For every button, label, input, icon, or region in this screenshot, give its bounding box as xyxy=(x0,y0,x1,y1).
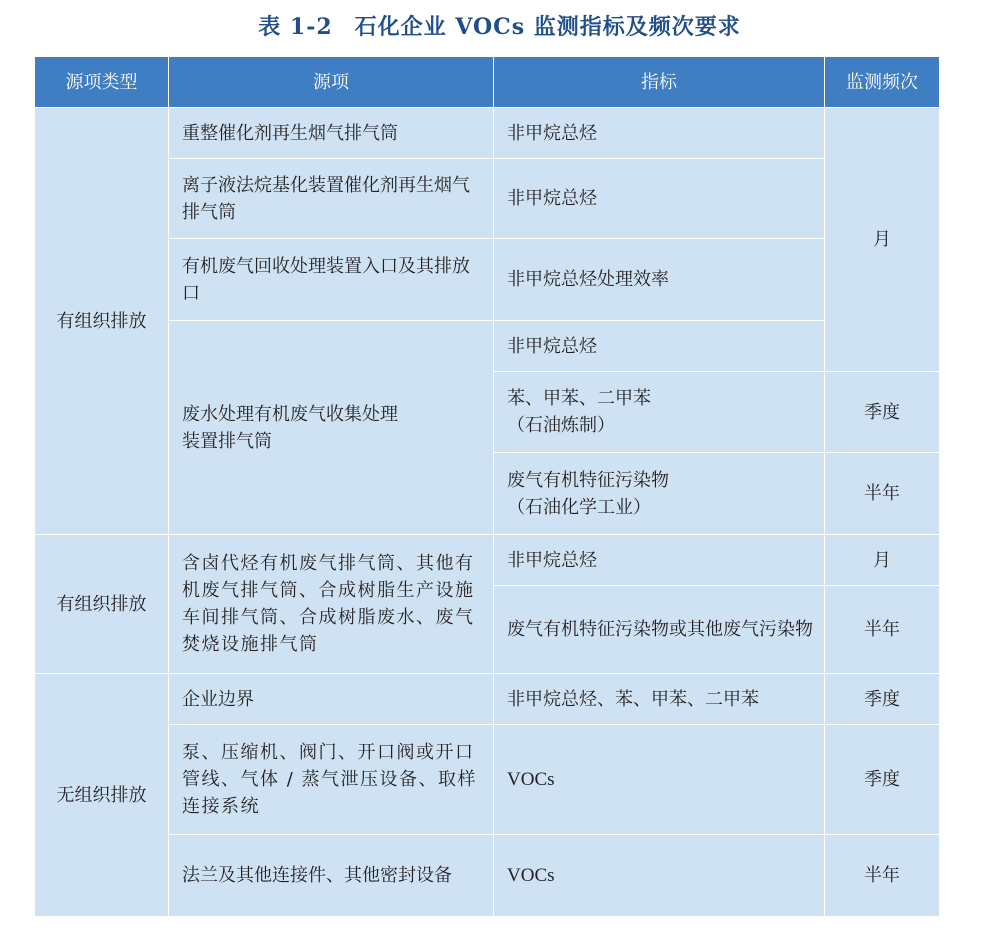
source-cell: 法兰及其他连接件、其他密封设备 xyxy=(169,835,494,917)
monitoring-table xyxy=(34,56,940,917)
frequency-cell: 半年 xyxy=(825,453,940,535)
indicator-cell: 非甲烷总烃、苯、甲苯、二甲苯 xyxy=(494,674,825,725)
table-caption xyxy=(0,10,999,41)
header-source: 源项 xyxy=(169,57,494,108)
indicator-cell: 非甲烷总烃处理效率 xyxy=(494,239,825,321)
source-type-cell: 有组织排放 xyxy=(35,535,169,674)
indicator-cell: 非甲烷总烃 xyxy=(494,108,825,159)
indicator-cell: 废气有机特征污染物或其他废气污染物 xyxy=(494,586,825,674)
table-row xyxy=(35,108,940,159)
source-cell: 泵、压缩机、阀门、开口阀或开口管线、气体 / 蒸气泄压设备、取样连接系统 xyxy=(169,725,494,835)
indicator-cell: 非甲烷总烃 xyxy=(494,535,825,586)
table-row xyxy=(35,321,940,372)
source-type-cell: 有组织排放 xyxy=(35,108,169,535)
table-row xyxy=(35,674,940,725)
indicator-cell: 非甲烷总烃 xyxy=(494,159,825,239)
frequency-cell: 月 xyxy=(825,535,940,586)
table-row xyxy=(35,835,940,917)
indicator-cell: 废气有机特征污染物 （石油化学工业） xyxy=(494,453,825,535)
frequency-cell: 半年 xyxy=(825,586,940,674)
frequency-cell: 季度 xyxy=(825,372,940,453)
source-cell: 有机废气回收处理装置入口及其排放口 xyxy=(169,239,494,321)
indicator-cell: 苯、甲苯、二甲苯 （石油炼制） xyxy=(494,372,825,453)
header-row xyxy=(35,57,940,108)
indicator-cell: VOCs xyxy=(494,835,825,917)
indicator-cell: VOCs xyxy=(494,725,825,835)
header-frequency: 监测频次 xyxy=(825,57,940,108)
source-cell: 重整催化剂再生烟气排气筒 xyxy=(169,108,494,159)
table-row xyxy=(35,535,940,586)
indicator-cell: 非甲烷总烃 xyxy=(494,321,825,372)
source-cell: 含卤代烃有机废气排气筒、其他有机废气排气筒、合成树脂生产设施车间排气筒、合成树脂废水、废气焚烧设施排气筒 xyxy=(169,535,494,674)
table-row xyxy=(35,159,940,239)
source-cell: 企业边界 xyxy=(169,674,494,725)
frequency-cell: 季度 xyxy=(825,725,940,835)
header-indicator: 指标 xyxy=(494,57,825,108)
frequency-cell: 半年 xyxy=(825,835,940,917)
table-title: 石化企业 VOCs 监测指标及频次要求 xyxy=(354,14,741,40)
table-number: 表 1-2 xyxy=(258,14,333,40)
frequency-cell: 月 xyxy=(825,108,940,372)
header-source-type: 源项类型 xyxy=(35,57,169,108)
source-type-cell: 无组织排放 xyxy=(35,674,169,917)
source-cell: 废水处理有机废气收集处理 装置排气筒 xyxy=(169,321,494,535)
table-row xyxy=(35,725,940,835)
source-cell: 离子液法烷基化装置催化剂再生烟气排气筒 xyxy=(169,159,494,239)
table-row xyxy=(35,239,940,321)
frequency-cell: 季度 xyxy=(825,674,940,725)
